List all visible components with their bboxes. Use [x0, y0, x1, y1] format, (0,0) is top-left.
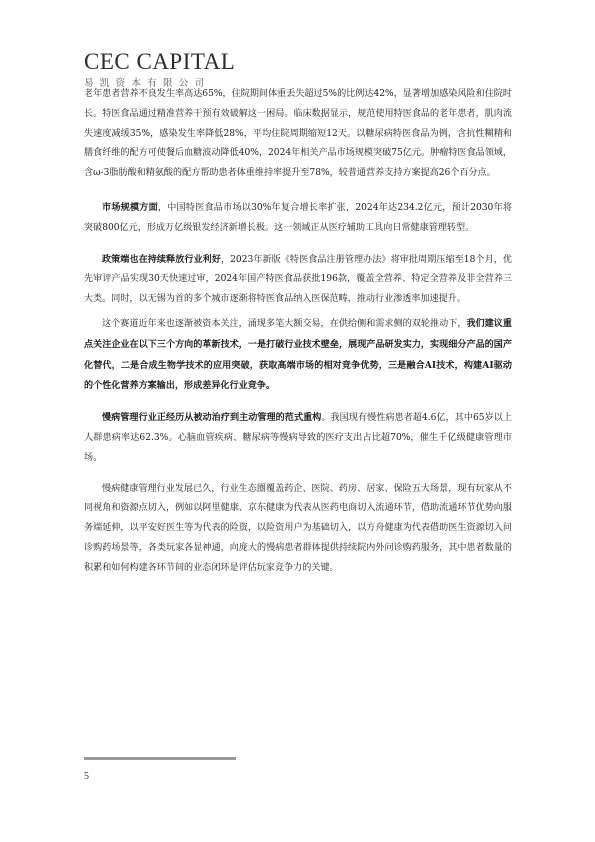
paragraph-text: 老年患者营养不良发生率高达65%，住院期间体重丢失超过5%的比例达42%，显著增加感染风险和住院时长。特医食品通过精准营养干预有效破解这一困局。临床数据显示，规范使用特医食品的老年患者，肌肉流失速度减缓35%，感染发生率降低28%，平均住院周期缩短12天。以糖尿病特医食品为例，含抗性糊精和膳食纤维的配方可使餐后血糖波动降低40%，2024年相关产品市场规模突破75亿元。肿瘤特医食品领域，含ω-3脂肪酸和精氨酸的配方帮助患者体重维持率提升至78%，较普通营养支持方案提高26个百分点。	[84, 89, 512, 179]
paragraph-elderly-nutrition	[84, 85, 512, 184]
paragraph-text: 慢病健康管理行业发展已久，行业生态圈覆盖药企、医院、药房、居家、保险五大场景，现有玩家从不同视角和资源点切入，例如以阿里健康、京东健康为代表从医药电商切入流通环节，借助流通环节优势向服务端延伸，以平安好医生等为代表的险资，以险资用户为基础切入，以方舟健康为代表借助医生资源切入问诊购药场景等，各类玩家各显神通，向庞大的慢病患者群体提供持续院内外问诊购药服务，其中患者数量的积累和如何构建各环节间的业态闭环是评估玩家竞争力的关键。	[84, 483, 512, 573]
logo-chinese: 易凯资本有限公司	[84, 78, 211, 89]
paragraph-investment	[84, 314, 512, 397]
footer-divider	[84, 757, 236, 760]
paragraph-recommendation: 我们建议重点关注企业在以下三个方向的革新技术，一是打破行业技术壁垒，展现产品研发实力，实现细分产品的国产化替代，二是合成生物学技术的应用突破，获取高端市场的相对竞争优势，三是融合AI技术，构建AI驱动的个性化营养方案输出，形成差异化行业竞争。	[84, 317, 512, 392]
paragraph-text: ，中国特医食品市场以30%年复合增长率扩张，2024年达234.2亿元，预计2030年将突破800亿元，形成万亿级银发经济新增长极。这一领域正从医疗辅助工具向日常健康管理转型。	[84, 202, 512, 233]
paragraph-policy	[84, 250, 512, 310]
company-logo	[84, 50, 235, 89]
paragraph-text: ，2023年新版《特医食品注册管理办法》将审批周期压缩至18个月，优先审评产品实现30天快速过审，2024年国产特医食品获批196款，覆盖全营养、特定全营养及非全营养三大类。同时，以无锡为首的多个城市逐渐将特医食品纳入医保范畴，推动行业渗透率加速提升。	[84, 254, 512, 305]
paragraph-lead: 市场规模方面	[102, 201, 158, 213]
article-body	[84, 85, 512, 579]
paragraph-lead: 政策端也在持续释放行业利好	[102, 253, 221, 265]
paragraph-chronic-disease	[84, 408, 512, 468]
paragraph-lead: 慢病管理行业正经历从被动治疗到主动管理的范式重构	[102, 412, 322, 424]
paragraph-text: 。我国现有慢性病患者超4.6亿，其中65岁以上人群患病率达62.3%。心脑血管疾病、糖尿病等慢病导致的医疗支出占比超70%，催生千亿级健康管理市场。	[84, 413, 512, 463]
logo-english: CEC CAPITAL	[84, 49, 236, 74]
paragraph-market-size	[84, 198, 512, 239]
paragraph-chronic-industry	[84, 480, 512, 579]
page-number: 5	[84, 771, 89, 782]
paragraph-text: 这个赛道近年来也逐渐被资本关注，涌现多笔大额交易，在供给侧和需求侧的双轮推动下，	[102, 318, 467, 329]
